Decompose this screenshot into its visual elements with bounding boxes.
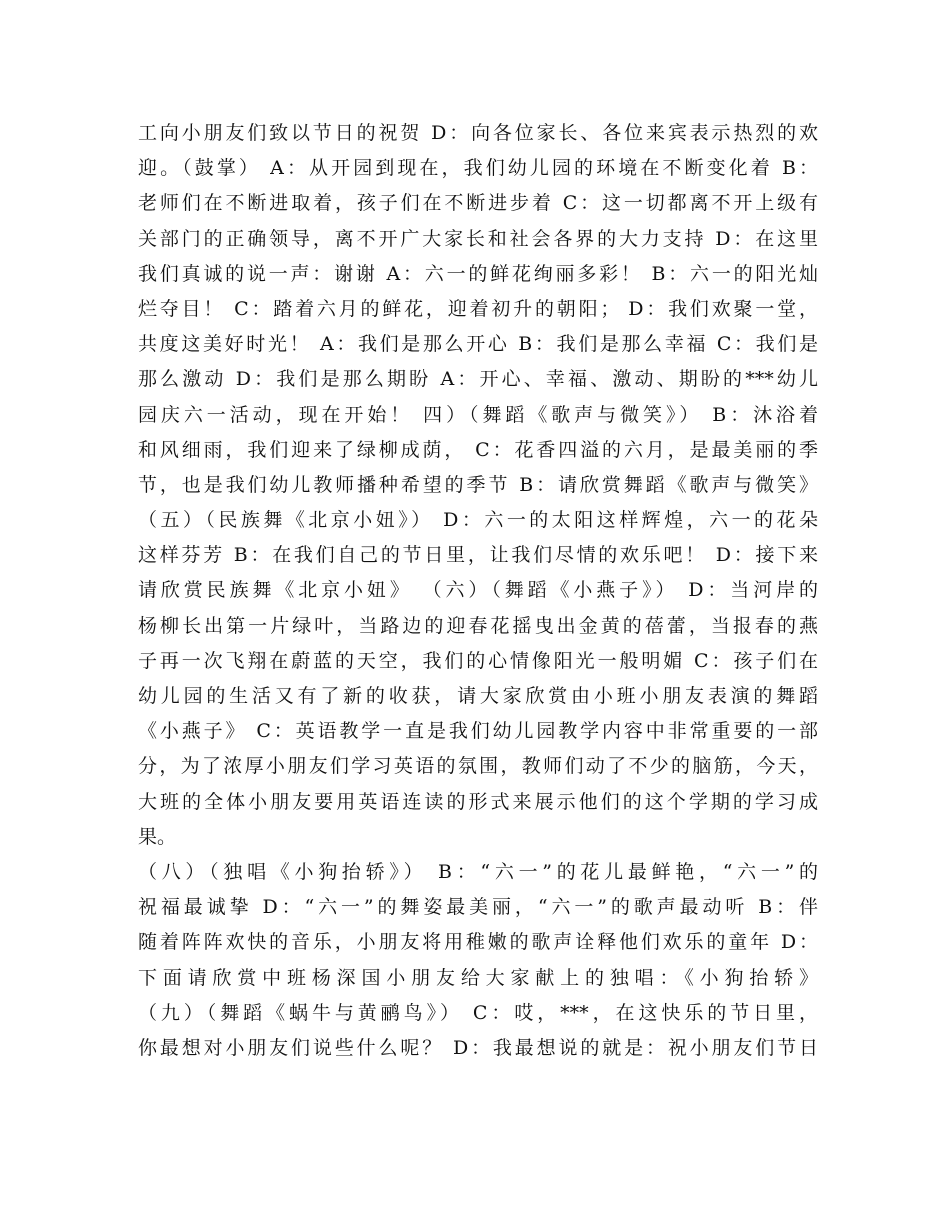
text-line: 共度这美好时光！ A：我们是那么开心 B：我们是那么幸福 C：我们是 — [138, 333, 818, 356]
text-line: 烂夺目！ C：踏着六月的鲜花，迎着初升的朝阳； D：我们欢聚一堂， — [138, 297, 818, 320]
text-line: 杨柳长出第一片绿叶，当路边的迎春花摇曳出金黄的蓓蕾，当报春的燕 — [138, 614, 818, 637]
text-line: 那么激动 D：我们是那么期盼 A：开心、幸福、激动、期盼的***幼儿 — [138, 368, 818, 391]
text-line: 祝福最诚挚 D：“六一”的舞姿最美丽，“六一”的歌声最动听 B：伴 — [138, 896, 818, 919]
text-line: 我们真诚的说一声：谢谢 A：六一的鲜花绚丽多彩！ B：六一的阳光灿 — [138, 262, 818, 285]
text-line: （八）（独唱《小狗抬轿》） B：“六一”的花儿最鲜艳，“六一”的 — [138, 860, 818, 883]
text-line: 分，为了浓厚小朋友们学习英语的氛围，教师们动了不少的脑筋，今天， — [138, 755, 818, 778]
text-line: 果。 — [138, 825, 177, 848]
text-line: 老师们在不断进取着，孩子们在不断进步着 C：这一切都离不开上级有 — [138, 192, 818, 215]
text-line: 园庆六一活动，现在开始！ 四）（舞蹈《歌声与微笑》） B：沐浴着 — [138, 403, 818, 426]
text-line: 工向小朋友们致以节日的祝贺 D：向各位家长、各位来宾表示热烈的欢 — [138, 122, 818, 144]
text-line: （九）（舞蹈《蜗牛与黄鹂鸟》） C：哎，***，在这快乐的节日里， — [138, 1001, 818, 1024]
text-line: 迎。（鼓掌） A：从开园到现在，我们幼儿园的环境在不断变化着 B： — [138, 157, 818, 180]
text-line: （五）（民族舞《北京小妞》） D：六一的太阳这样辉煌，六一的花朵 — [138, 509, 818, 532]
text-line: 你最想对小朋友们说些什么呢？ D：我最想说的就是：祝小朋友们节日 — [138, 1036, 818, 1059]
text-line: 节，也是我们幼儿教师播种希望的季节 B：请欣赏舞蹈《歌声与微笑》 — [138, 473, 818, 496]
text-line: 和风细雨，我们迎来了绿柳成荫， C：花香四溢的六月，是最美丽的季 — [138, 438, 818, 461]
text-line: 《小燕子》 C：英语教学一直是我们幼儿园教学内容中非常重要的一部 — [138, 720, 818, 743]
text-line: 大班的全体小朋友要用英语连读的形式来展示他们的这个学期的学习成 — [138, 790, 818, 813]
text-line: 关部门的正确领导，离不开广大家长和社会各界的大力支持 D：在这里 — [138, 227, 818, 250]
text-line: 这样芬芳 B：在我们自己的节日里，让我们尽情的欢乐吧！ D：接下来 — [138, 544, 818, 567]
text-line: 幼儿园的生活又有了新的收获，请大家欣赏由小班小朋友表演的舞蹈 — [138, 685, 818, 707]
text-line: 随着阵阵欢快的音乐，小朋友将用稚嫩的歌声诠释他们欢乐的童年 D： — [138, 931, 818, 954]
text-line: 下面请欣赏中班杨深国小朋友给大家献上的独唱：《小狗抬轿》 — [138, 966, 818, 989]
text-line: 请欣赏民族舞《北京小妞》 （六）（舞蹈《小燕子》） D：当河岸的 — [138, 579, 818, 602]
text-line: 子再一次飞翔在蔚蓝的天空，我们的心情像阳光一般明媚 C：孩子们在 — [138, 649, 818, 672]
document-body — [138, 116, 818, 1066]
document-page — [138, 116, 818, 1066]
